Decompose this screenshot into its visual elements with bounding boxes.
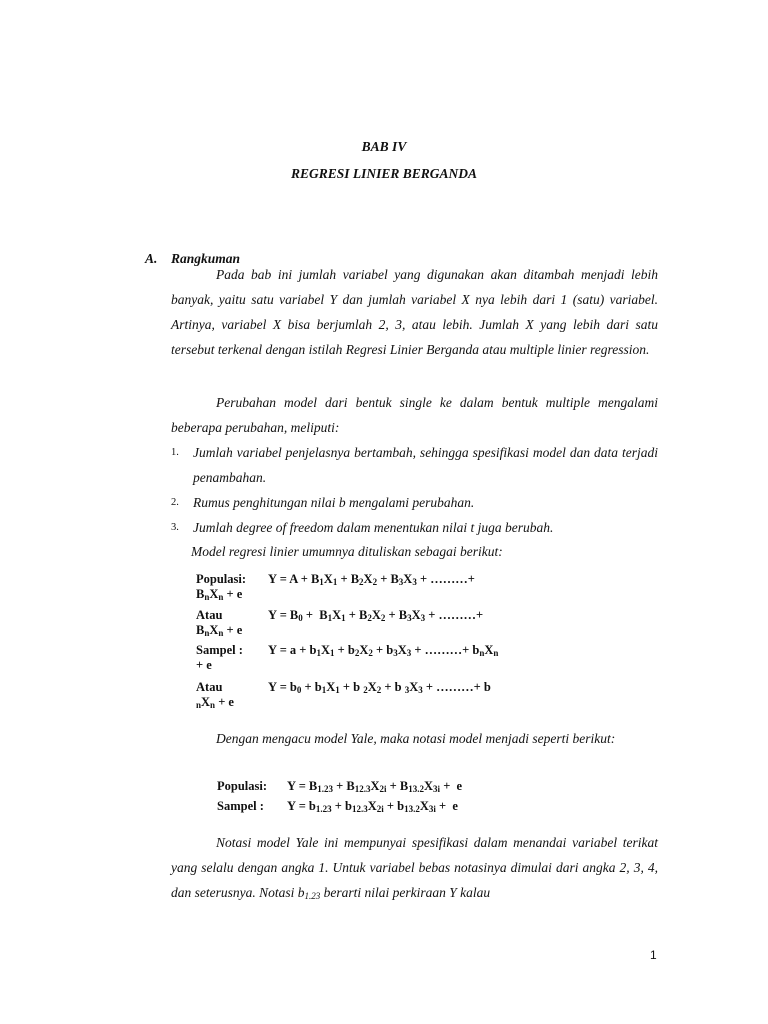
chapter-heading: BAB IV bbox=[361, 139, 407, 154]
section-title: Rangkuman bbox=[171, 251, 241, 266]
paragraph-yale-notation: Notasi model Yale ini mempunyai spesifikasi dalam menandai variabel terikat yang selalu dengan angka 1. Untuk variabel bebas notasinya dimulai dari angka 2, 3, 4, dan seterusnya. Notasi $b_{1.23}$ berarti nilai perkiraan Y kalau bbox=[171, 835, 658, 901]
document-page: BAB IV REGRESI LINIER BERGANDA A. Rangkuman Pada bab ini jumlah variabel yang digunakan akan ditambah menjadi lebih banyak, yaitu satu variabel Y dan jumlah variabel X nya lebih dari 1 (satu) variabel. Artinya, variabel X bisa berjumlah 2, 3, atau lebih. Jumlah X yang lebih dari satu tersebut terkenal dengan istilah Regresi Linier Berganda atau multiple linier regression. Perubahan model dari bentuk single ke dalam bentuk multiple mengalami beberapa perubahan, meliputi: 1. Jumlah variabel penjelasnya bertambah, sehingga spesifikasi model dan data terjadi penambahan. 2. Rumus penghitungan nilai b mengalami perubahan. 3. Jumlah degree of freedom dalam menentukan nilai t juga berubah. Model regresi linier umumnya dituliskan sebagai berikut: Populasi: $Y = A + B_1X_1 + B_2X_2 + B_3X_3$ + ………+ $B_nX_n + e$ Atau $Y = B_0 + B_1X_1 + B_2X_2 + B_3X_3$ + ………+ $B_nX_n + e$ Sampel : $Y = a + b_1X_1 + b_2X_2 + b_3X_3$ + ………+ $b_nX_n$ + e Atau $Y = b_0 + b_1X_1 + b$ $_2X_2 + b$ $_3X_3$ + ………+ b $_nX_n + e$ Dengan mengacu model Yale, maka notasi model menjadi seperti berikut: Populasi: $Y = B_{1.23} + B_{12.3}X_{2i} + B_{13.2}X_{3i} + e$ Sampel : $Y = b_{1.23} + b_{12.3}X_{2i} + b_{13.2}X_{3i} + e$ Notasi model Yale ini mempunyai spesifikasi dalam menandai variabel terikat yang selalu dengan angka 1. Untuk variabel bebas notasinya dimulai dari angka 2, 3, 4, dan seterusnya. Notasi $b_{1.23}$ berarti nilai perkiraan Y kalau 1 bbox=[0, 0, 768, 1024]
paragraph-yale: Dengan mengacu model Yale, maka notasi model menjadi seperti berikut: bbox=[216, 731, 616, 746]
list-item: 3. Jumlah degree of freedom dalam menentukan nilai t juga berubah. bbox=[171, 520, 554, 535]
formula-label: Atau bbox=[196, 680, 223, 694]
formula-label: Atau bbox=[196, 608, 223, 622]
page-number: 1 bbox=[650, 948, 657, 962]
formula-label: Populasi: bbox=[196, 572, 247, 586]
list-item: 2. Rumus penghitungan nilai b mengalami perubahan. bbox=[171, 495, 475, 510]
changes-list bbox=[171, 440, 658, 540]
list-item: 1. Jumlah variabel penjelasnya bertambah, sehingga spesifikasi model dan data terjadi penambahan. bbox=[171, 445, 658, 485]
model-intro: Model regresi linier umumnya dituliskan sebagai berikut: bbox=[191, 544, 503, 559]
paragraph-changes: Perubahan model dari bentuk single ke dalam bentuk multiple mengalami beberapa perubahan, meliputi: bbox=[171, 395, 658, 435]
chapter-title: REGRESI LINIER BERGANDA bbox=[290, 166, 478, 181]
section-letter: A. bbox=[145, 251, 158, 266]
formula-label: Sampel : bbox=[196, 643, 243, 657]
paragraph-intro: Pada bab ini jumlah variabel yang digunakan akan ditambah menjadi lebih banyak, yaitu satu variabel Y dan jumlah variabel X nya lebih dari 1 (satu) variabel. Artinya, variabel X bisa berjumlah 2, 3, atau lebih. Jumlah X yang lebih dari satu tersebut terkenal dengan istilah Regresi Linier Berganda atau multiple linier regression. bbox=[171, 267, 658, 357]
